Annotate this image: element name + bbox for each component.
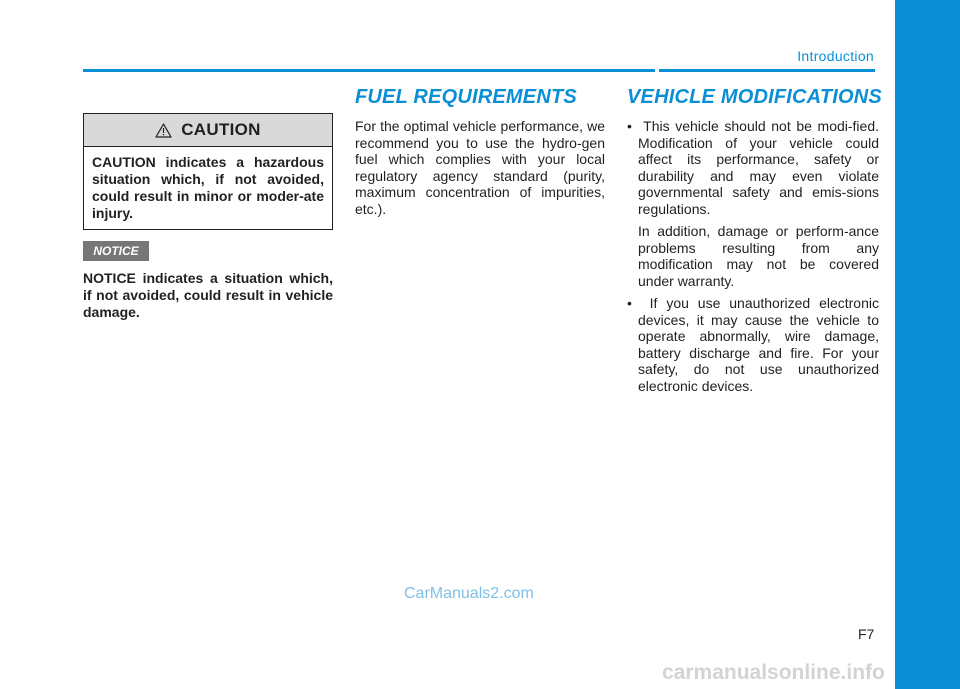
notice-text: NOTICE indicates a situation which, if not avoided, could result in vehicle damage. <box>83 270 333 320</box>
vehicle-modifications-list <box>627 118 879 394</box>
bullet: • <box>627 118 632 134</box>
bullet: • <box>627 295 632 311</box>
section-title: Introduction <box>797 48 874 64</box>
header-rule-gap <box>655 68 659 73</box>
list-item-text: This vehicle should not be modi-fied. Modification of your vehicle could affect its performance, safety or durability and may even violate governmental safety and emis-sions regulations. <box>638 118 880 217</box>
list-item-text: If you use unauthorized electronic devices, it may cause the vehicle to operate abnormally, wire damage, battery discharge and fire. For your safety, do not use unauthorized electronic devices. <box>638 295 879 394</box>
notice-badge: NOTICE <box>83 241 149 261</box>
watermark-bottom: carmanualsonline.info <box>662 661 885 684</box>
caution-box <box>83 113 333 230</box>
caution-text: CAUTION indicates a hazardous situation which, if not avoided, could result in minor or moder-ate injury. <box>92 154 324 221</box>
caution-header <box>84 114 332 147</box>
list-item <box>627 118 879 289</box>
warning-triangle-icon <box>155 123 172 138</box>
caution-title: CAUTION <box>181 120 261 139</box>
header-rule <box>83 69 875 72</box>
fuel-requirements-text: For the optimal vehicle performance, we recommend you to use the hydro-gen fuel which complies with your local regulatory agency standard (purity, maximum concentration of impurities, etc.). <box>355 118 605 217</box>
watermark-top: CarManuals2.com <box>404 585 534 602</box>
list-item <box>627 295 879 394</box>
list-item-continuation: In addition, damage or perform-ance problems resulting from any modification may not be covered under warranty. <box>638 223 879 289</box>
fuel-requirements-heading: FUEL REQUIREMENTS <box>355 86 577 108</box>
page-number: F7 <box>858 626 875 642</box>
vehicle-modifications-heading: VEHICLE MODIFICATIONS <box>627 86 882 108</box>
chapter-side-tab <box>895 0 960 689</box>
